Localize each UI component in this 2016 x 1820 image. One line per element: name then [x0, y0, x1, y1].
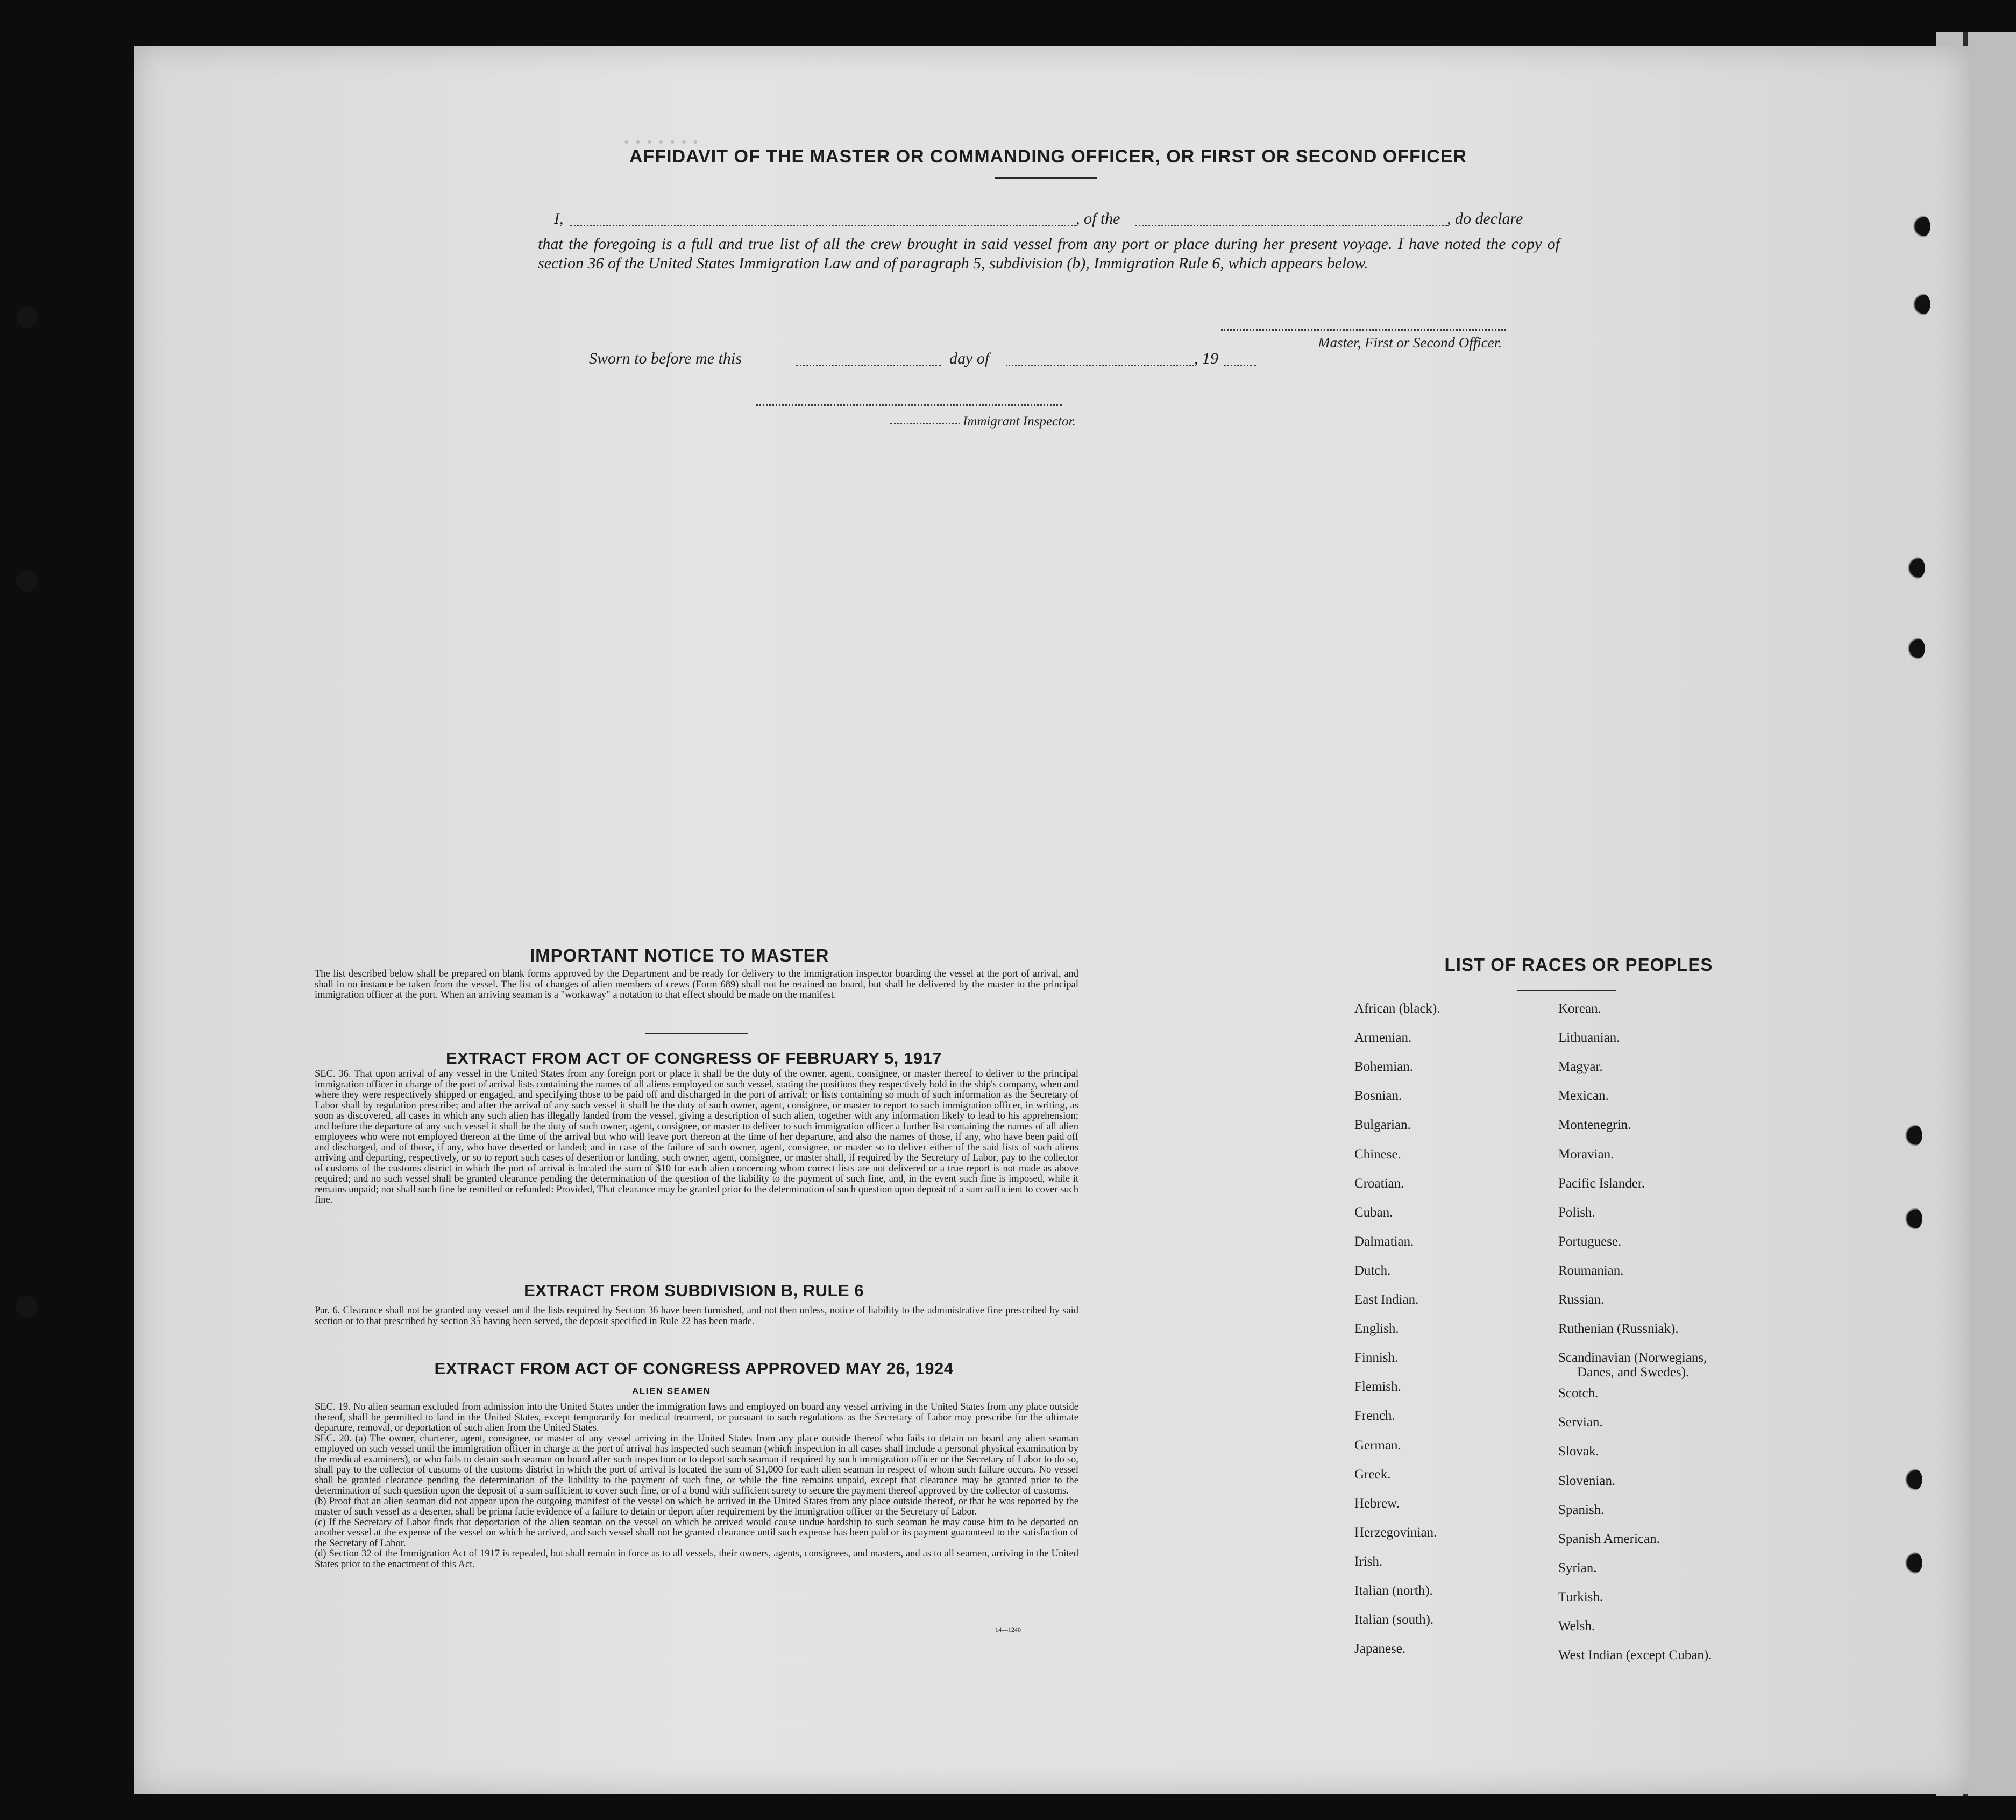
race-item: German.: [1354, 1438, 1401, 1453]
vessel-blank-line: [1135, 222, 1447, 226]
race-item: Montenegrin.: [1558, 1118, 1631, 1133]
affidavit-of-the: , of the: [1076, 210, 1120, 228]
race-item: Hebrew.: [1354, 1496, 1400, 1511]
bleed-through-ghost: ·······: [619, 130, 699, 154]
race-item: Spanish.: [1558, 1502, 1605, 1517]
punch-hole: [16, 307, 38, 328]
race-item: Cuban.: [1354, 1205, 1393, 1220]
race-item: Japanese.: [1354, 1641, 1406, 1657]
race-item: Greek.: [1354, 1467, 1391, 1482]
race-item: Polish.: [1558, 1205, 1595, 1220]
name-blank-line: [570, 222, 1076, 226]
race-item: Bulgarian.: [1354, 1118, 1411, 1133]
extract2-par6: Par. 6. Clearance shall not be granted any vessel until the lists required by Section 36 have been furnished, and not then unless, notice of liability to the administrative fine prescribed by said section or to that prescribed by section 35 having been served, the deposit specified in Rule 22 has been made.: [315, 1305, 1078, 1327]
alien-seamen-subtitle: ALIEN SEAMEN: [632, 1386, 711, 1396]
affidavit-i-label: I,: [554, 210, 564, 228]
extract1-title: EXTRACT FROM ACT OF CONGRESS OF FEBRUARY 5, 1917: [446, 1049, 942, 1068]
race-item: Bohemian.: [1354, 1060, 1414, 1075]
notice-body: The list described below shall be prepared on blank forms approved by the Department and be ready for delivery to the immigration inspector boarding the vessel at the port of arrival, and shall in no instance be taken from the vessel. The list of changes of alien members of crews (Form 689) shall not be retained on board, but shall be delivered by the master to the principal immigration officer at the port. When an arriving seaman is a "workaway" a notation to that effect should be made on the manifest.: [315, 969, 1078, 1000]
race-item: Slovenian.: [1558, 1473, 1616, 1488]
binding-hole: [1904, 1468, 1922, 1491]
race-item: Ruthenian (Russniak).: [1558, 1321, 1679, 1336]
form-number: 14—1240: [995, 1626, 1021, 1633]
race-item: French.: [1354, 1409, 1395, 1424]
race-item: Bosnian.: [1354, 1089, 1402, 1104]
race-item: Chinese.: [1354, 1147, 1401, 1162]
race-item: Italian (north).: [1354, 1583, 1433, 1598]
affidavit-body: that the foregoing is a full and true list of all the crew brought in said vessel from any port or place during her present voyage. I have noted the copy of section 36 of the United States Immigration Law and of paragraph 5, subdivision (b), Immigration Rule 6, which appears below.: [538, 235, 1560, 272]
extract3-sections: [315, 1402, 1078, 1570]
race-item: Turkish.: [1558, 1589, 1603, 1604]
signature-label: Master, First or Second Officer.: [1318, 335, 1502, 351]
race-item: Lithuanian.: [1558, 1030, 1620, 1046]
sworn-year-blank: [1224, 361, 1256, 366]
race-item: Croatian.: [1354, 1176, 1404, 1191]
race-item: Portuguese.: [1558, 1234, 1622, 1249]
race-item: Flemish.: [1354, 1380, 1401, 1395]
binding-hole: [1912, 293, 1930, 316]
race-item: Italian (south).: [1354, 1612, 1434, 1627]
race-item: West Indian (except Cuban).: [1558, 1648, 1712, 1663]
punch-hole: [16, 570, 38, 592]
year-label: , 19: [1194, 350, 1218, 367]
notice-title: IMPORTANT NOTICE TO MASTER: [530, 945, 829, 965]
binding-hole: [1907, 637, 1925, 660]
races-rule: [1517, 990, 1616, 991]
race-item: Roumanian.: [1558, 1263, 1624, 1278]
inspector-label: Immigrant Inspector.: [963, 414, 1076, 429]
punch-hole: [16, 1296, 38, 1318]
sworn-day-blank: [796, 361, 941, 366]
affidavit-title: AFFIDAVIT OF THE MASTER OR COMMANDING OFFICER, OR FIRST OR SECOND OFFICER: [629, 146, 1467, 167]
race-item: Scandinavian (Norwegians,: [1558, 1350, 1707, 1366]
race-item: Dutch.: [1354, 1263, 1391, 1278]
race-item: African (black).: [1354, 1001, 1440, 1016]
sworn-month-blank: [1006, 361, 1194, 366]
race-item: Spanish American.: [1558, 1531, 1660, 1546]
sec20c: (c) If the Secretary of Labor finds that deportation of the alien seaman on the vessel on which he arrived would cause undue hardship to such seaman he may cause him to be deported on another vessel at the expense of the vessel on which he arrived, and such vessel shall not be granted clearance until such expense has been paid or its payment guaranteed to the satisfaction of the Secretary of Labor.: [315, 1517, 1078, 1549]
race-item: East Indian.: [1354, 1292, 1419, 1307]
race-item: Herzegovinian.: [1354, 1525, 1437, 1540]
signature-line: [1221, 329, 1506, 331]
sec20b: (b) Proof that an alien seaman did not appear upon the outgoing manifest of the vessel on which he arrived in the United States from any place outside thereof, or that he was reported by the master of such vessel as a deserter, shall be prima facie evidence of a failure to detain or deport after requirement by the immigration officer or the Secretary of Labor.: [315, 1496, 1078, 1517]
race-item: Moravian.: [1558, 1147, 1614, 1162]
race-item: Pacific Islander.: [1558, 1176, 1645, 1191]
race-item: Dalmatian.: [1354, 1234, 1414, 1249]
race-item: Magyar.: [1558, 1060, 1603, 1075]
inspector-signature-line: [756, 404, 1062, 406]
section-rule: [645, 1033, 748, 1034]
sec19: SEC. 19. No alien seaman excluded from admission into the United States under the immigration laws and employed on board any vessel arriving in the United States from any place outside thereof, shall be permitted to land in the United States, except temporarily for medical treatment, or pursuant to such regulations as the Secretary of Labor may prescribe for the ultimate departure, removal, or deportation of such alien from the United States.: [315, 1402, 1078, 1433]
race-item: Welsh.: [1558, 1619, 1595, 1633]
inspector-dash: [890, 420, 960, 424]
race-item: Danes, and Swedes).: [1577, 1365, 1690, 1380]
race-item: Finnish.: [1354, 1350, 1399, 1366]
race-item: Servian.: [1558, 1415, 1603, 1430]
extract1-sec36: SEC. 36. That upon arrival of any vessel in the United States from any foreign port or place it shall be the duty of the owner, agent, consignee, or master thereof to deliver to the principal immigration officer in charge of the port of arrival lists containing the names of all aliens employed on such vessel, stating the positions they respectively hold in the ship's company, when and where they were respectively shipped or engaged, and specifying those to be paid off and discharged in the port of arrival; or lists containing so much of such information as the Secretary of Labor shall by regulation prescribe; and after the arrival of any such vessel it shall be the duty of such owner, agent, consignee, or master to report to such immigration officer, in writing, as soon as discovered, all cases in which any such alien has illegally landed from the vessel, giving a description of such alien, together with any information likely to lead to his apprehension; and before the departure of any such vessel it shall be the duty of such owner, agent, consignee, or master to deliver to such immigration officer a further list containing the names of all alien employees who were not employed thereon at the time of the arrival but who will leave port thereon at the time of her departure, and also the names of those, if any, who have been paid off and discharged, and of those, if any, who have deserted or landed; and in case of the failure of such owner, agent, consignee, or master so to deliver either of the said lists of such aliens arriving and departing, respectively, or so to report such cases of desertion or landing, such owner, agent, consignee, or master shall, if required by the Secretary of Labor, pay to the collector of customs of the customs district in which the port of arrival is located the sum of $10 for each alien concerning whom correct lists are not delivered or a true report is not made as above required; and no such vessel shall be granted clearance pending the determination of the question of the liability to the payment of such fine, and, in the event such fine is imposed, while it remains unpaid; nor shall such fine be remitted or refunded: Provided, That clearance may be granted prior to the determination of such question upon deposit of a sum sufficient to cover such fine.: [315, 1069, 1078, 1205]
extract2-title: EXTRACT FROM SUBDIVISION B, RULE 6: [524, 1281, 864, 1300]
day-of-label: day of: [949, 350, 990, 367]
races-title: LIST OF RACES OR PEOPLES: [1444, 955, 1713, 975]
race-item: Mexican.: [1558, 1089, 1609, 1104]
binding-hole: [1904, 1207, 1922, 1230]
race-item: Korean.: [1558, 1001, 1601, 1016]
binding-hole: [1904, 1552, 1922, 1574]
title-rule: [995, 177, 1097, 179]
race-item: Russian.: [1558, 1292, 1605, 1307]
binding-hole: [1904, 1124, 1922, 1147]
binding-hole: [1912, 215, 1930, 238]
race-item: English.: [1354, 1321, 1399, 1336]
extract3-title: EXTRACT FROM ACT OF CONGRESS APPROVED MAY 26, 1924: [434, 1359, 954, 1378]
affidavit-do-declare: , do declare: [1447, 210, 1523, 228]
binding-hole: [1907, 557, 1925, 579]
race-item: Irish.: [1354, 1554, 1383, 1569]
race-item: Slovak.: [1558, 1444, 1599, 1459]
race-item: Syrian.: [1558, 1560, 1597, 1575]
race-item: Scotch.: [1558, 1386, 1599, 1401]
race-item: Armenian.: [1354, 1030, 1412, 1046]
sec20d: (d) Section 32 of the Immigration Act of 1917 is repealed, but shall remain in force as to all vessels, their owners, agents, consignees, and masters, and as to all seamen, arriving in the United States prior to the enactment of this Act.: [315, 1548, 1078, 1570]
sworn-label: Sworn to before me this: [589, 350, 742, 367]
sec20a: SEC. 20. (a) The owner, charterer, agent, consignee, or master of any vessel arriving in the United States from any place outside thereof who fails to detain on board any alien seaman employed on such vessel until the immigration officer in charge at the port of arrival has inspected such seaman (which inspection in all cases shall include a personal physical examination by the medical examiners), or who fails to detain such seaman on board after such inspection or to deport such seaman if required by such immigration officer or the Secretary of Labor to do so, shall pay to the collector of customs of the customs district in which the port of arrival is located the sum of $1,000 for each alien seaman in respect of whom such failure occurs. No vessel shall be granted clearance pending the determination of the liability to the payment of such fine, or while the fine remains unpaid, except that clearance may be granted prior to the determination of such question upon the deposit of a sum sufficient to cover such fine, or of a bond with sufficient surety to secure the payment thereof approved by the collector of customs.: [315, 1433, 1078, 1496]
